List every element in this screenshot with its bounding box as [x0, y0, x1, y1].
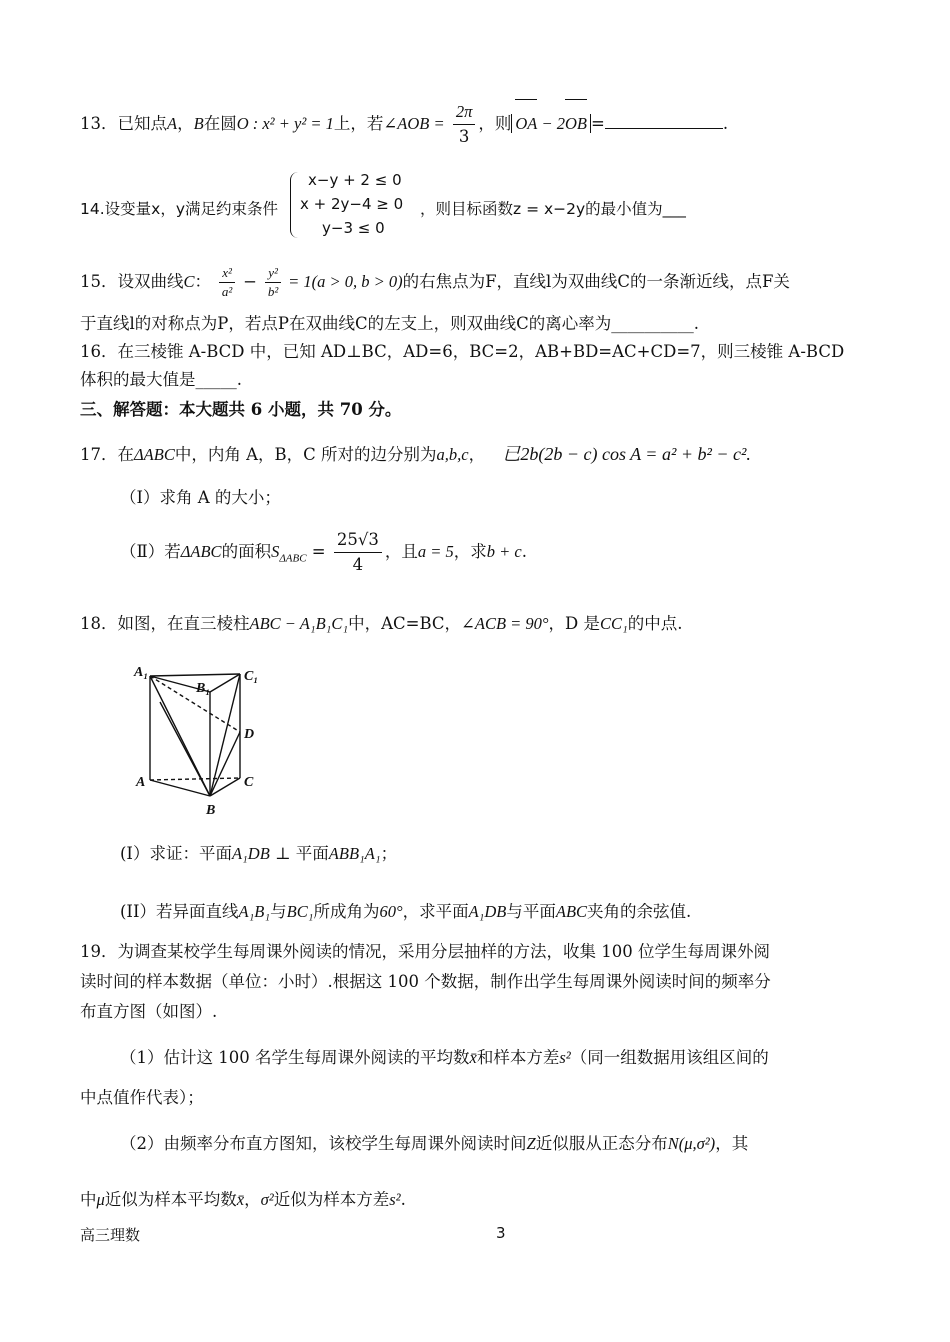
q19-p2-sig: σ² — [260, 1190, 274, 1209]
q19-p2-s: s² — [389, 1190, 401, 1209]
q13-frac-num: 2π — [453, 100, 476, 125]
q17-condition: 已2b(2b − c) cos A = a² + b² − c². — [502, 444, 751, 464]
q19-p1-x: x̄ — [469, 1048, 477, 1067]
q15-yden: b² — [267, 284, 279, 299]
q17-p2-d: ，求 — [453, 542, 487, 561]
q18-prefix: 18．如图，在直三棱柱 — [80, 614, 250, 633]
q17-sides: a,b,c — [436, 445, 469, 464]
q18-p1-b: 平面 — [295, 844, 329, 863]
q14-c1: x−y + 2 ≤ 0 — [308, 171, 402, 189]
q19-p2-z: Z — [526, 1134, 536, 1153]
q18-p1-perp: ⊥ — [269, 844, 296, 863]
q18-p2-l1: A₁B₁ — [238, 902, 271, 921]
q17-p2-c: ，且 — [384, 542, 418, 561]
q18-line — [80, 612, 683, 636]
q19-p2-l2-e: . — [400, 1190, 406, 1209]
q19-part1 — [120, 1046, 769, 1070]
q19-p1-s: s² — [559, 1048, 571, 1067]
q13-blank — [605, 112, 723, 129]
q13-point-a: A — [167, 114, 178, 133]
q16-line2: 体积的最大值是_____. — [80, 370, 242, 389]
q17-bc: b + c — [486, 542, 522, 561]
q19-line3: 布直方图（如图）. — [80, 1002, 218, 1021]
q14-c3: y−3 ≤ 0 — [322, 219, 385, 237]
q17-comma: ， — [468, 445, 486, 464]
q18-mid: 中，AC=BC， — [348, 614, 462, 633]
q18-p1-plane1: A₁DB — [231, 844, 270, 863]
q18-p2-ang: 60° — [379, 902, 403, 921]
q18-cc1: CC₁ — [600, 614, 628, 633]
q15-yfrac — [265, 264, 281, 301]
q19-p2-a: （2）由频率分布直方图知，该校学生每周课外阅读时间 — [120, 1134, 527, 1153]
q13-vector-ob: OB — [565, 100, 587, 148]
q13-mid2: 上，若 — [333, 114, 384, 133]
q18-angle: ∠ACB = 90° — [461, 614, 549, 633]
q15-line1 — [80, 258, 790, 306]
section-3-heading: 三、解答题：本大题共 6 小题，共 70 分。 — [80, 400, 402, 419]
q15-colon: ： — [194, 272, 212, 291]
q19-part2-line2 — [80, 1188, 406, 1212]
q18-p2-l2: BC₁ — [286, 902, 314, 921]
q13-mid1: 在圆 — [203, 114, 237, 133]
q13-angle: ∠AOB = — [383, 114, 445, 133]
q17-p2-tri: ΔABC — [180, 542, 222, 561]
q18-part1 — [120, 842, 397, 866]
fig-edge-ac — [150, 778, 240, 780]
q19-p1-b: 和样本方差 — [476, 1048, 560, 1067]
fig-edge-a1c1 — [150, 674, 240, 676]
q14-constraints — [300, 168, 403, 240]
q13-minus: − 2 — [537, 114, 566, 133]
q19-p2-c: ，其 — [715, 1134, 749, 1153]
q19-p2-l2-b: 近似为样本平均数 — [104, 1190, 237, 1209]
q17-p2-b: 的面积 — [221, 542, 272, 561]
q15-ynum: y² — [265, 264, 281, 283]
q19-p1-a: （1）估计这 100 名学生每周课外阅读的平均数 — [120, 1048, 470, 1067]
q15-line1-tail: 的右焦点为F，直线l为双曲线C的一条渐近线，点F关 — [402, 272, 790, 291]
q18-p2-a: (II）若异面直线 — [120, 902, 239, 921]
q15-eq: = 1(a > 0, b > 0) — [283, 272, 403, 291]
q13-mid3: ，则 — [478, 114, 512, 133]
q19-p2-x: x̄ — [236, 1190, 245, 1209]
q15-c: C — [183, 272, 195, 291]
q18-part2 — [120, 900, 691, 924]
q18-p2-c: 所成角为 — [313, 902, 380, 921]
q17-area-s: S — [271, 542, 280, 561]
q18-p2-d: ，求平面 — [402, 902, 469, 921]
q14-prefix: 14.设变量x，y满足约束条件 — [80, 200, 278, 218]
fig-label-b1: B₁ — [196, 681, 211, 696]
q18-p2-pl2: ABC — [555, 902, 588, 921]
q17-p2-eq: = — [306, 542, 331, 561]
q19-line1: 19．为调查某校学生每周课外阅读的情况，采用分层抽样的方法，收集 100 位学生每周课外阅 — [80, 942, 770, 961]
q18-tail: ，D 是 — [548, 614, 601, 633]
footer-page-number: 3 — [496, 1224, 506, 1242]
fig-edge-ab — [150, 780, 210, 796]
q13-prefix: 13．已知点 — [80, 114, 167, 133]
q18-p1-a: (I）求证：平面 — [120, 844, 232, 863]
q17-mid: 中，内角 A，B，C 所对的边分别为 — [174, 445, 437, 464]
q13-line — [80, 100, 728, 149]
q17-part1: （Ⅰ）求角 A 的大小； — [120, 488, 281, 507]
q15-xfrac — [219, 264, 235, 301]
q17-part2 — [120, 528, 527, 582]
q19-p2-l2-c: ， — [244, 1190, 261, 1209]
q13-comma: ， — [177, 114, 194, 133]
q19-p2-l2-d: 近似为样本方差 — [273, 1190, 390, 1209]
q18-p2-b: 与 — [270, 902, 287, 921]
q19-part2 — [120, 1132, 748, 1156]
q17-p2-a: （Ⅱ）若 — [120, 542, 181, 561]
q15-prefix: 15．设双曲线 — [80, 272, 184, 291]
fig-label-a1: A₁ — [134, 665, 149, 680]
fig-label-c: C — [244, 775, 254, 790]
fig-label-c1: C₁ — [244, 669, 259, 684]
q19-line2: 读时间的样本数据（单位：小时）.根据这 100 个数据，制作出学生每周课外阅读时间的频率分 — [80, 972, 771, 991]
q13-circle: O : x² + y² = 1 — [236, 114, 334, 133]
fig-label-b: B — [206, 803, 216, 818]
q13-eq: = — [591, 114, 605, 133]
q17-a5: a = 5 — [417, 542, 454, 561]
q19-p2-mu: μ — [96, 1190, 105, 1209]
q13-abs-expr — [511, 114, 591, 133]
q19-p2-l2-a: 中 — [80, 1190, 97, 1209]
q18-prism: ABC − A₁B₁C₁ — [249, 614, 349, 633]
fig-label-a: A — [136, 775, 146, 790]
q18-p2-e: 与平面 — [506, 902, 556, 921]
q14-suffix: ，则目标函数z = x−2y的最小值为___ — [420, 200, 686, 218]
q19-p2-n: N(μ,σ²) — [667, 1134, 716, 1153]
q17-line — [80, 442, 751, 467]
fig-label-d: D — [244, 727, 255, 742]
q17-prefix: 17．在 — [80, 445, 134, 464]
q19-p2-b: 近似服从正态分布 — [535, 1134, 668, 1153]
fig-edge-b1c1 — [210, 674, 240, 692]
q14-brace — [290, 172, 299, 238]
q13-vector-oa: OA — [515, 100, 537, 148]
q17-area-sub: ΔABC — [279, 552, 307, 565]
q13-fraction — [453, 100, 476, 149]
q13-frac-den: 3 — [458, 127, 470, 146]
q18-p1-c: ； — [380, 844, 398, 863]
q16-line1: 16．在三棱锥 A-BCD 中，已知 AD⊥BC，AD=6，BC=2，AB+BD=AC+CD=7，则三棱锥 A-BCD — [80, 342, 845, 361]
q18-prism-figure — [130, 662, 270, 822]
fig-edge-ab1 — [160, 702, 210, 796]
q14-c2: x + 2y−4 ≥ 0 — [300, 195, 404, 213]
q15-line2: 于直线l的对称点为P，若点P在双曲线C的左支上，则双曲线C的离心率为__________. — [80, 314, 699, 333]
q19-part1-line2: 中点值作代表）； — [80, 1088, 204, 1107]
q17-area-frac — [334, 528, 382, 577]
footer-subject: 高三理数 — [80, 1226, 141, 1244]
q18-p2-f: 夹角的余弦值. — [587, 902, 692, 921]
q15-minus: − — [237, 272, 263, 291]
q17-area-num: 25√3 — [334, 528, 382, 553]
q18-end: 的中点. — [627, 614, 683, 633]
q17-tri: ΔABC — [134, 445, 175, 464]
q18-p1-plane2: ABB₁A₁ — [328, 844, 381, 863]
q15-xnum: x² — [219, 264, 235, 283]
q17-p2-e: . — [521, 542, 528, 561]
q19-p1-c: （同一组数据用该组区间的 — [570, 1048, 769, 1067]
q13-end: . — [722, 114, 729, 133]
q15-xden: a² — [221, 284, 233, 299]
q18-p2-pl1: A₁DB — [468, 902, 507, 921]
q17-area-den: 4 — [352, 555, 364, 574]
q13-point-b: B — [193, 114, 204, 133]
